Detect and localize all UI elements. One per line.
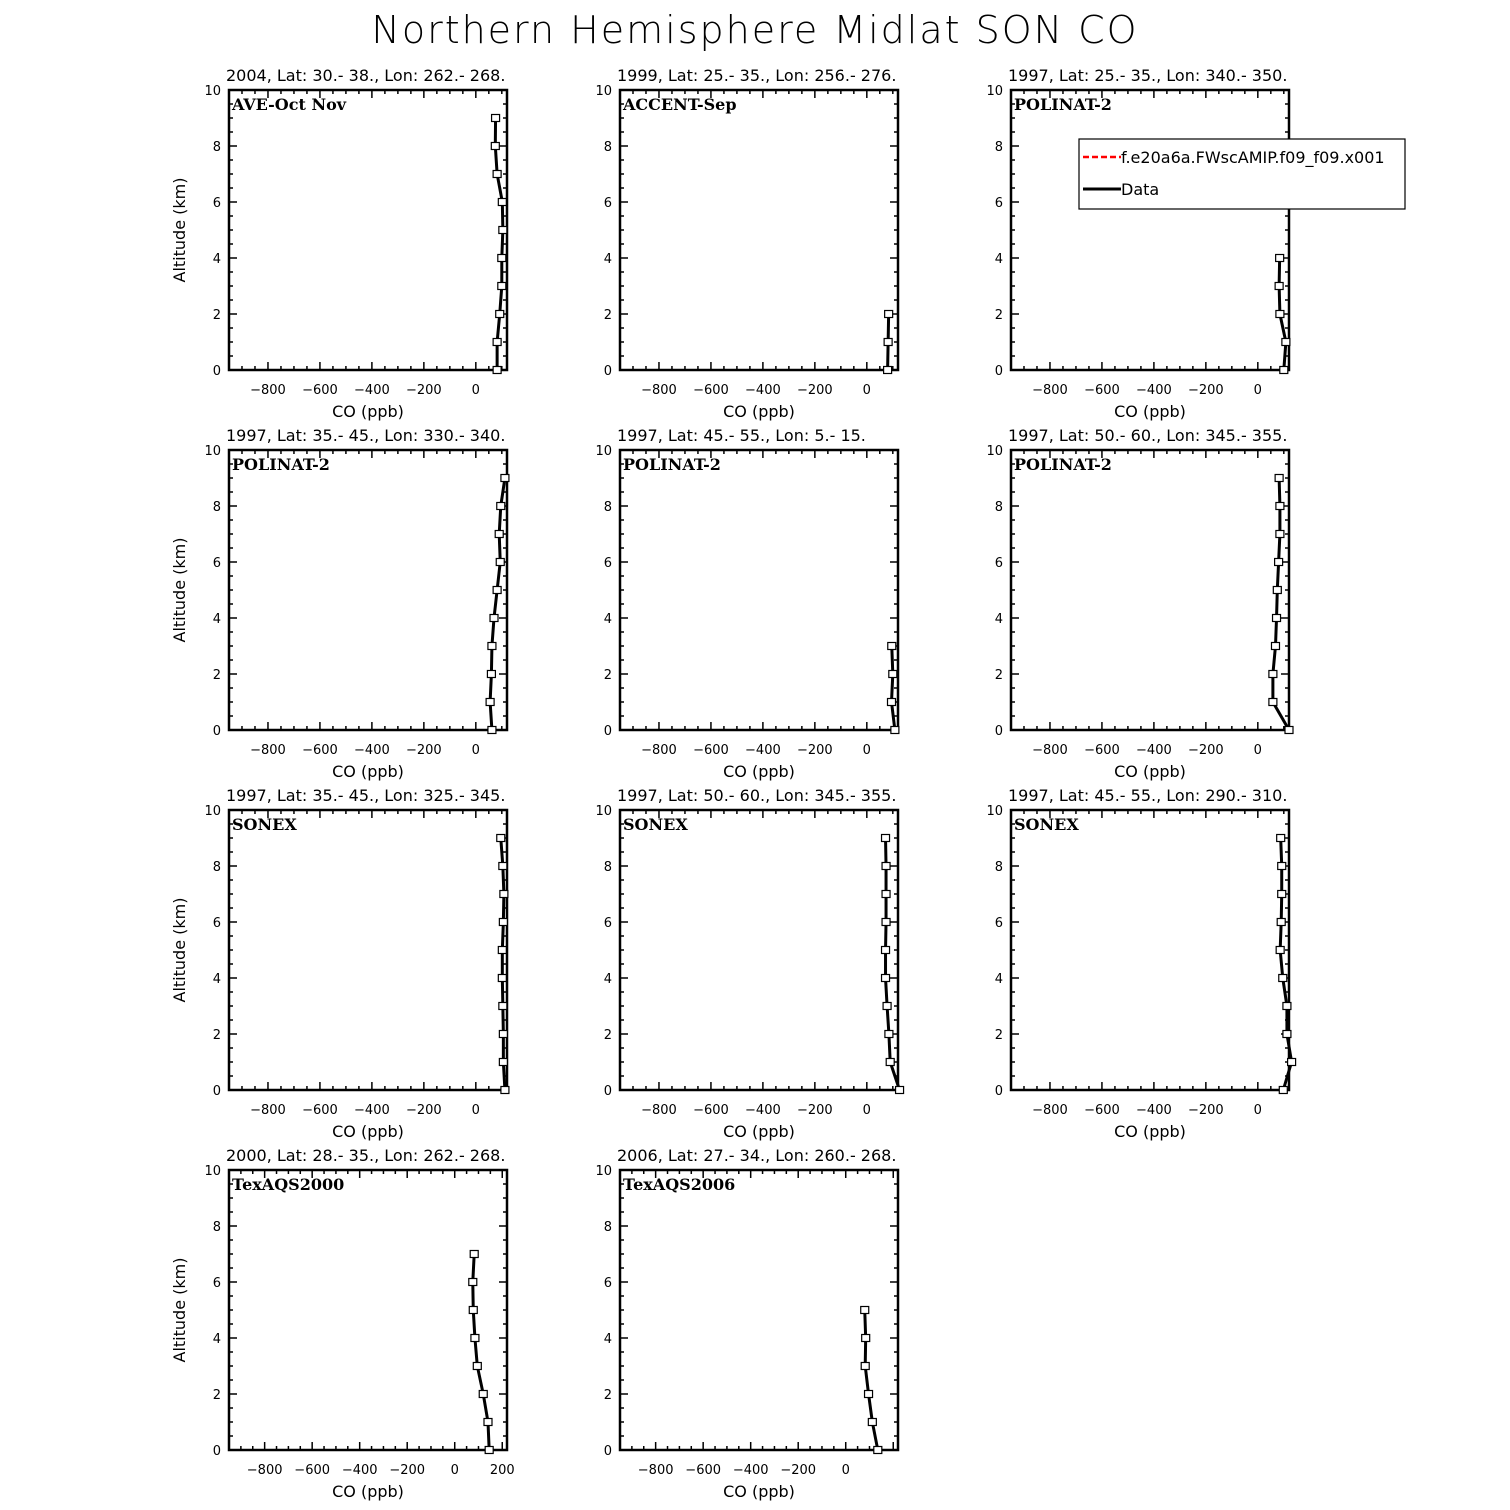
x-tick-label: −400 — [354, 1103, 390, 1118]
y-tick-label: 10 — [986, 804, 1003, 819]
data-point — [1276, 255, 1284, 262]
plot-frame — [229, 1170, 507, 1450]
data-point — [884, 367, 892, 374]
data-point — [488, 643, 496, 650]
y-tick-label: 0 — [212, 1084, 221, 1099]
legend-label-data: Data — [1121, 180, 1160, 199]
y-tick-label: 2 — [994, 1028, 1003, 1043]
y-tick-label: 6 — [212, 556, 221, 571]
data-point — [865, 1391, 873, 1398]
data-point — [496, 559, 504, 566]
panel-5 — [595, 426, 898, 781]
x-tick-label: 0 — [841, 1463, 850, 1478]
y-tick-label: 6 — [994, 556, 1003, 571]
data-point — [1269, 671, 1277, 678]
data-point — [487, 671, 495, 678]
x-tick-label: 0 — [862, 1103, 871, 1118]
y-tick-label: 2 — [212, 308, 221, 323]
data-point — [491, 143, 499, 150]
y-tick-label: 10 — [595, 444, 612, 459]
panel-10 — [170, 1146, 515, 1501]
data-point — [1276, 311, 1284, 318]
panel-title: 1999, Lat: 25.- 35., Lon: 256.- 276. — [617, 66, 897, 85]
y-tick-label: 2 — [994, 308, 1003, 323]
y-tick-label: 6 — [603, 916, 612, 931]
x-tick-label: 0 — [1253, 383, 1262, 398]
data-point — [885, 311, 893, 318]
x-tick-label: −600 — [693, 1103, 729, 1118]
x-tick-label: 0 — [862, 743, 871, 758]
data-point — [882, 863, 890, 870]
y-axis-label: Altitude (km) — [170, 1257, 189, 1363]
data-point — [862, 1335, 870, 1342]
y-tick-label: 8 — [603, 1220, 612, 1235]
data-point — [1288, 1059, 1296, 1066]
data-point — [498, 975, 506, 982]
campaign-label: POLINAT-2 — [1014, 455, 1112, 474]
data-point — [499, 1003, 507, 1010]
panel-7 — [170, 786, 509, 1141]
plot-frame — [620, 810, 898, 1090]
y-tick-label: 10 — [986, 444, 1003, 459]
figure-title: Northern Hemisphere Midlat SON CO — [371, 8, 1139, 52]
y-tick-label: 2 — [212, 1028, 221, 1043]
panel-title: 1997, Lat: 25.- 35., Lon: 340.- 350. — [1008, 66, 1288, 85]
x-axis-label: CO (ppb) — [723, 402, 795, 421]
data-point — [1282, 339, 1290, 346]
x-tick-label: 0 — [450, 1463, 459, 1478]
y-tick-label: 0 — [212, 724, 221, 739]
data-point — [499, 1031, 507, 1038]
y-tick-label: 8 — [212, 140, 221, 155]
y-tick-label: 0 — [603, 364, 612, 379]
x-tick-label: −600 — [1084, 1103, 1120, 1118]
x-axis-label: CO (ppb) — [1114, 1122, 1186, 1141]
data-point — [479, 1391, 487, 1398]
data-point — [886, 1059, 894, 1066]
y-tick-label: 10 — [204, 84, 221, 99]
x-tick-label: 0 — [1253, 743, 1262, 758]
y-tick-label: 2 — [603, 1028, 612, 1043]
y-tick-label: 4 — [994, 612, 1003, 627]
data-point — [488, 727, 496, 734]
panel-4 — [170, 426, 509, 781]
data-point — [473, 1363, 481, 1370]
y-tick-label: 10 — [595, 84, 612, 99]
y-tick-label: 2 — [603, 308, 612, 323]
data-point — [498, 255, 506, 262]
x-tick-label: −400 — [745, 383, 781, 398]
campaign-label: SONEX — [232, 815, 297, 834]
data-point — [1280, 367, 1288, 374]
x-tick-label: −600 — [1084, 743, 1120, 758]
x-tick-label: −600 — [302, 1103, 338, 1118]
y-tick-label: 2 — [212, 1388, 221, 1403]
y-tick-label: 0 — [994, 724, 1003, 739]
data-point — [499, 227, 507, 234]
data-point — [874, 1447, 882, 1454]
y-tick-label: 4 — [212, 972, 221, 987]
legend-label-model: f.e20a6a.FWscAMIP.f09_f09.x001 — [1121, 148, 1385, 167]
data-point — [1278, 863, 1286, 870]
data-point — [486, 699, 494, 706]
data-point — [469, 1279, 477, 1286]
y-tick-label: 8 — [994, 860, 1003, 875]
campaign-label: POLINAT-2 — [232, 455, 330, 474]
data-point — [1285, 727, 1293, 734]
y-tick-label: 8 — [603, 140, 612, 155]
data-point — [1283, 1031, 1291, 1038]
x-tick-label: −400 — [1136, 743, 1172, 758]
y-tick-label: 8 — [994, 500, 1003, 515]
data-point — [493, 587, 501, 594]
y-tick-label: 10 — [204, 804, 221, 819]
data-point — [498, 199, 506, 206]
data-point — [882, 891, 890, 898]
data-point — [891, 727, 899, 734]
campaign-label: TexAQS2000 — [232, 1175, 345, 1194]
y-tick-label: 2 — [603, 1388, 612, 1403]
x-tick-label: −400 — [354, 383, 390, 398]
y-axis-label: Altitude (km) — [170, 537, 189, 643]
plot-frame — [1011, 450, 1289, 730]
x-axis-label: CO (ppb) — [332, 1482, 404, 1501]
y-axis-label: Altitude (km) — [170, 177, 189, 283]
data-point — [492, 115, 500, 122]
y-tick-label: 4 — [603, 1332, 612, 1347]
data-point — [499, 1059, 507, 1066]
data-point — [1283, 1003, 1291, 1010]
y-tick-label: 6 — [603, 196, 612, 211]
y-tick-label: 4 — [994, 252, 1003, 267]
y-tick-label: 8 — [212, 500, 221, 515]
plot-frame — [620, 1170, 898, 1450]
data-point — [485, 1447, 493, 1454]
campaign-label: ACCENT-Sep — [623, 95, 737, 114]
x-axis-label: CO (ppb) — [332, 1122, 404, 1141]
data-point — [1275, 559, 1283, 566]
y-tick-label: 2 — [994, 668, 1003, 683]
panel-title: 2004, Lat: 30.- 38., Lon: 262.- 268. — [226, 66, 506, 85]
panel-title: 1997, Lat: 35.- 45., Lon: 330.- 340. — [226, 426, 506, 445]
data-point — [888, 643, 896, 650]
y-tick-label: 10 — [204, 1164, 221, 1179]
data-point — [471, 1335, 479, 1342]
x-tick-label: −200 — [780, 1463, 817, 1478]
panel-title: 2000, Lat: 28.- 35., Lon: 262.- 268. — [226, 1146, 506, 1165]
x-axis-label: CO (ppb) — [1114, 402, 1186, 421]
x-tick-label: 0 — [1253, 1103, 1262, 1118]
panel-title: 1997, Lat: 45.- 55., Lon: 290.- 310. — [1008, 786, 1288, 805]
x-tick-label: −800 — [641, 1103, 677, 1118]
y-tick-label: 10 — [595, 1164, 612, 1179]
data-point — [493, 171, 501, 178]
x-tick-label: −400 — [354, 743, 390, 758]
data-point — [882, 919, 890, 926]
x-tick-label: −800 — [1032, 383, 1068, 398]
data-point — [1275, 475, 1283, 482]
data-point — [501, 475, 509, 482]
y-tick-label: 8 — [994, 140, 1003, 155]
x-tick-label: −200 — [797, 1103, 833, 1118]
panel-3 — [986, 66, 1289, 421]
plot-frame — [1011, 90, 1289, 370]
panel-6 — [986, 426, 1293, 781]
data-point — [498, 947, 506, 954]
data-point — [499, 863, 507, 870]
data-point — [888, 699, 896, 706]
panel-title: 1997, Lat: 50.- 60., Lon: 345.- 355. — [1008, 426, 1288, 445]
data-point — [884, 339, 892, 346]
data-point — [882, 835, 890, 842]
x-axis-label: CO (ppb) — [723, 1482, 795, 1501]
x-axis-label: CO (ppb) — [332, 762, 404, 781]
x-tick-label: −600 — [693, 383, 729, 398]
y-tick-label: 0 — [994, 1084, 1003, 1099]
panel-2 — [595, 66, 898, 421]
data-point — [868, 1419, 876, 1426]
data-point — [469, 1307, 477, 1314]
y-tick-label: 4 — [994, 972, 1003, 987]
panel-9 — [986, 786, 1295, 1141]
panel-title: 1997, Lat: 45.- 55., Lon: 5.- 15. — [617, 426, 866, 445]
x-tick-label: −800 — [1032, 1103, 1068, 1118]
data-point — [497, 503, 505, 510]
data-point — [1273, 615, 1281, 622]
panel-8 — [595, 786, 903, 1141]
x-tick-label: −400 — [341, 1463, 378, 1478]
y-tick-label: 6 — [212, 1276, 221, 1291]
x-tick-label: 200 — [489, 1463, 515, 1478]
x-tick-label: −600 — [294, 1463, 331, 1478]
data-point — [1277, 919, 1285, 926]
data-point — [1276, 947, 1284, 954]
data-point — [861, 1307, 869, 1314]
data-point — [501, 1087, 509, 1094]
data-point — [1279, 975, 1287, 982]
x-tick-label: −400 — [745, 743, 781, 758]
data-point — [499, 919, 507, 926]
panel-11 — [595, 1146, 898, 1501]
data-point — [495, 531, 503, 538]
data-point — [497, 835, 505, 842]
x-tick-label: −800 — [641, 383, 677, 398]
x-axis-label: CO (ppb) — [1114, 762, 1186, 781]
data-point — [484, 1419, 492, 1426]
y-tick-label: 0 — [994, 364, 1003, 379]
data-point — [1273, 587, 1281, 594]
y-tick-label: 2 — [603, 668, 612, 683]
y-tick-label: 8 — [603, 500, 612, 515]
y-tick-label: 10 — [986, 84, 1003, 99]
panel-title: 1997, Lat: 35.- 45., Lon: 325.- 345. — [226, 786, 506, 805]
legend — [1079, 139, 1405, 209]
data-point — [861, 1363, 869, 1370]
y-tick-label: 6 — [603, 556, 612, 571]
x-tick-label: −200 — [406, 743, 442, 758]
data-line — [495, 118, 503, 370]
data-line — [865, 1310, 878, 1450]
y-tick-label: 4 — [603, 252, 612, 267]
y-tick-label: 0 — [603, 1084, 612, 1099]
plot-frame — [620, 90, 898, 370]
y-tick-label: 6 — [212, 196, 221, 211]
plot-frame — [229, 450, 507, 730]
y-tick-label: 6 — [603, 1276, 612, 1291]
y-tick-label: 8 — [603, 860, 612, 875]
data-point — [470, 1251, 478, 1258]
x-tick-label: −200 — [797, 383, 833, 398]
x-tick-label: −600 — [1084, 383, 1120, 398]
data-point — [889, 671, 897, 678]
data-point — [493, 339, 501, 346]
y-tick-label: 0 — [212, 1444, 221, 1459]
data-point — [496, 311, 504, 318]
data-point — [885, 1031, 893, 1038]
x-tick-label: −800 — [250, 743, 286, 758]
y-tick-label: 10 — [204, 444, 221, 459]
y-tick-label: 4 — [212, 612, 221, 627]
x-tick-label: −600 — [693, 743, 729, 758]
campaign-label: POLINAT-2 — [623, 455, 721, 474]
campaign-label: POLINAT-2 — [1014, 95, 1112, 114]
plot-frame — [620, 450, 898, 730]
x-tick-label: −400 — [745, 1103, 781, 1118]
x-tick-label: −400 — [732, 1463, 769, 1478]
plot-frame — [229, 90, 507, 370]
data-point — [1269, 699, 1277, 706]
y-tick-label: 4 — [212, 252, 221, 267]
y-tick-label: 0 — [212, 364, 221, 379]
x-axis-label: CO (ppb) — [332, 402, 404, 421]
data-point — [1276, 503, 1284, 510]
data-point — [1278, 891, 1286, 898]
x-tick-label: −200 — [797, 743, 833, 758]
data-point — [498, 283, 506, 290]
x-tick-label: −200 — [1188, 1103, 1224, 1118]
x-tick-label: −800 — [246, 1463, 283, 1478]
x-tick-label: −200 — [406, 383, 442, 398]
x-tick-label: −400 — [1136, 383, 1172, 398]
panel-title: 2006, Lat: 27.- 34., Lon: 260.- 268. — [617, 1146, 897, 1165]
y-tick-label: 4 — [603, 612, 612, 627]
data-point — [493, 367, 501, 374]
x-tick-label: −800 — [250, 383, 286, 398]
data-point — [1279, 1087, 1287, 1094]
x-tick-label: −800 — [250, 1103, 286, 1118]
x-tick-label: −200 — [1188, 383, 1224, 398]
x-tick-label: −400 — [1136, 1103, 1172, 1118]
x-tick-label: 0 — [471, 1103, 480, 1118]
y-tick-label: 4 — [603, 972, 612, 987]
x-tick-label: −600 — [302, 743, 338, 758]
x-tick-label: −800 — [641, 743, 677, 758]
x-tick-label: 0 — [471, 743, 480, 758]
y-tick-label: 0 — [603, 1444, 612, 1459]
x-axis-label: CO (ppb) — [723, 762, 795, 781]
y-tick-label: 10 — [595, 804, 612, 819]
x-tick-label: 0 — [862, 383, 871, 398]
x-axis-label: CO (ppb) — [723, 1122, 795, 1141]
y-tick-label: 4 — [212, 1332, 221, 1347]
data-point — [896, 1087, 904, 1094]
data-point — [1276, 531, 1284, 538]
y-tick-label: 0 — [603, 724, 612, 739]
campaign-label: SONEX — [1014, 815, 1079, 834]
y-tick-label: 6 — [994, 916, 1003, 931]
campaign-label: SONEX — [623, 815, 688, 834]
campaign-label: AVE-Oct Nov — [232, 95, 347, 114]
y-tick-label: 8 — [212, 860, 221, 875]
data-point — [1271, 643, 1279, 650]
data-point — [883, 1003, 891, 1010]
campaign-label: TexAQS2006 — [623, 1175, 736, 1194]
data-point — [1275, 283, 1283, 290]
x-tick-label: −200 — [1188, 743, 1224, 758]
y-tick-label: 2 — [212, 668, 221, 683]
plot-frame — [1011, 810, 1289, 1090]
y-tick-label: 6 — [212, 916, 221, 931]
y-tick-label: 8 — [212, 1220, 221, 1235]
data-line — [490, 478, 505, 730]
x-tick-label: −200 — [406, 1103, 442, 1118]
panel-title: 1997, Lat: 50.- 60., Lon: 345.- 355. — [617, 786, 897, 805]
x-tick-label: 0 — [471, 383, 480, 398]
panel-1 — [170, 66, 507, 421]
y-axis-label: Altitude (km) — [170, 897, 189, 1003]
x-tick-label: −800 — [1032, 743, 1068, 758]
data-point — [1277, 835, 1285, 842]
x-tick-label: −800 — [637, 1463, 674, 1478]
data-point — [882, 947, 890, 954]
plot-frame — [229, 810, 507, 1090]
x-tick-label: −200 — [389, 1463, 426, 1478]
data-point — [490, 615, 498, 622]
y-tick-label: 6 — [994, 196, 1003, 211]
data-point — [882, 975, 890, 982]
x-tick-label: −600 — [685, 1463, 722, 1478]
data-point — [500, 891, 508, 898]
x-tick-label: −600 — [302, 383, 338, 398]
